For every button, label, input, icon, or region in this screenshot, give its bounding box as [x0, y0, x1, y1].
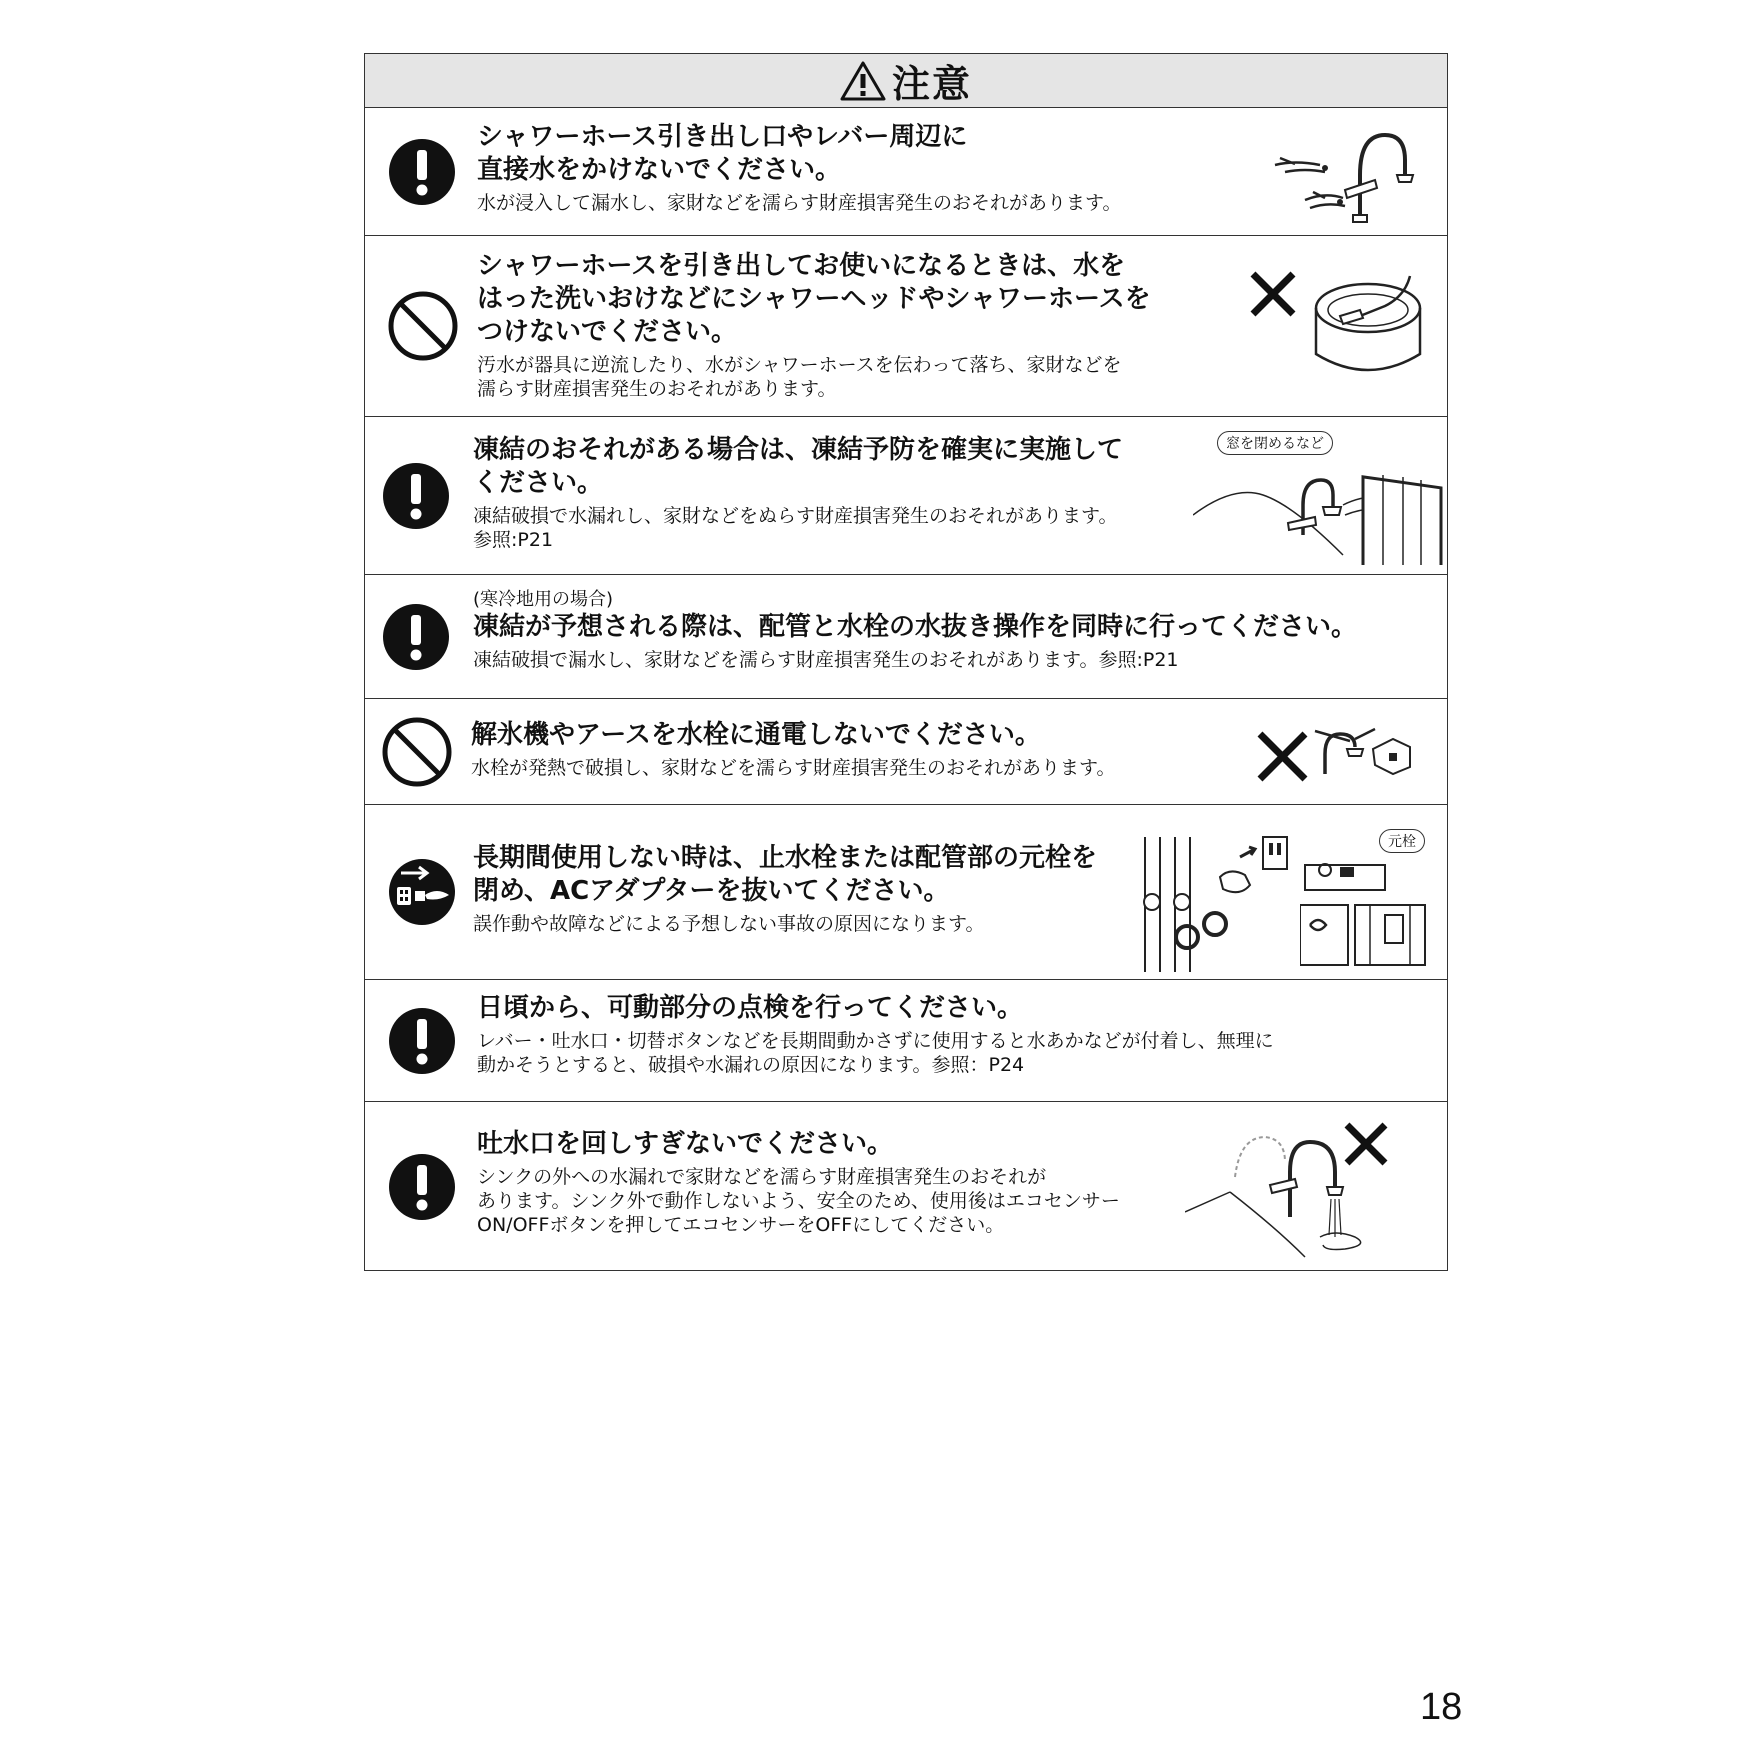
faucet-splash-illustration — [1265, 120, 1415, 225]
caution-item-1 — [365, 108, 1447, 236]
caution-title: 注意 — [891, 62, 972, 106]
item-heading: シャワーホース引き出し口やレバー周辺に 直接水をかけないでください。 — [477, 122, 968, 185]
item-description: 汚水が器具に逆流したり、水がシャワーホースを伝わって落ち、家財などを 濡らす財産損害発生のおそれがあります。 — [477, 354, 1122, 400]
item-description: 誤作動や故障などによる予想しない事故の原因になります。 — [473, 913, 985, 935]
item-condition: (寒冷地用の場合) — [473, 589, 614, 610]
main-valve-illustration — [1300, 845, 1455, 975]
spout-rotation-illustration — [1185, 1117, 1435, 1267]
caution-item-3 — [365, 417, 1447, 575]
warning-triangle-icon — [840, 60, 886, 102]
illustration-caption: 窓を閉めるなど — [1217, 431, 1333, 455]
item-description: レバー・吐水口・切替ボタンなどを長期間動かさずに使用すると水あかなどが付着し、無理に 動かそうとすると、破損や水漏れの原因になります。参照：P24 — [477, 1030, 1274, 1076]
item-heading: 凍結のおそれがある場合は、凍結予防を確実に実施して ください。 — [473, 435, 1124, 498]
no-current-illustration — [1255, 719, 1425, 789]
caution-item-2 — [365, 236, 1447, 417]
item-description: 水栓が発熱で破損し、家財などを濡らす財産損害発生のおそれがあります。 — [471, 757, 1116, 779]
item-heading: 日頃から、可動部分の点検を行ってください。 — [477, 993, 1024, 1023]
item-description: シンクの外への水漏れで家財などを濡らす財産損害発生のおそれが あります。シンク外で動作しないよう、安全のため、使用後はエコセンサー ON/OFFボタンを押してエコセンサーをOFFにしてください。 — [477, 1166, 1120, 1236]
caution-item-8 — [365, 1102, 1447, 1272]
basin-illustration — [1245, 266, 1425, 391]
caution-item-7 — [365, 980, 1447, 1102]
item-heading: 長期間使用しない時は、止水栓または配管部の元栓を 閉め、ACアダプターを抜いてください。 — [473, 843, 1098, 906]
item-heading: 吐水口を回しすぎないでください。 — [477, 1129, 894, 1159]
prohibition-icon — [381, 716, 453, 788]
prohibition-icon — [387, 290, 459, 362]
mandatory-icon — [381, 461, 451, 531]
item-heading: 凍結が予想される際は、配管と水栓の水抜き操作を同時に行ってください。 — [473, 612, 1358, 642]
item-description: 水が浸入して漏水し、家財などを濡らす財産損害発生のおそれがあります。 — [477, 192, 1122, 214]
item-heading: 解氷機やアースを水栓に通電しないでください。 — [471, 720, 1041, 750]
item-description: 凍結破損で水漏れし、家財などをぬらす財産損害発生のおそれがあります。 参照:P21 — [473, 505, 1118, 551]
mandatory-icon — [381, 602, 451, 672]
mandatory-icon — [387, 1152, 457, 1222]
unplug-icon — [387, 857, 457, 927]
page-number: 18 — [1420, 1686, 1463, 1728]
caution-item-5 — [365, 699, 1447, 805]
item-heading: シャワーホースを引き出してお使いになるときは、水を はった洗いおけなどにシャワーヘッドやシャワーホースを つけないでください。 — [477, 251, 1151, 347]
mandatory-icon — [387, 137, 457, 207]
window-close-illustration — [1193, 435, 1443, 565]
caution-item-4 — [365, 575, 1447, 699]
mandatory-icon — [387, 1006, 457, 1076]
caution-panel — [364, 53, 1448, 1271]
illustration-caption: 元栓 — [1379, 829, 1425, 853]
item-description: 凍結破損で漏水し、家財などを濡らす財産損害発生のおそれがあります。参照:P21 — [473, 649, 1179, 671]
caution-item-6 — [365, 805, 1447, 980]
caution-header — [365, 54, 1447, 108]
